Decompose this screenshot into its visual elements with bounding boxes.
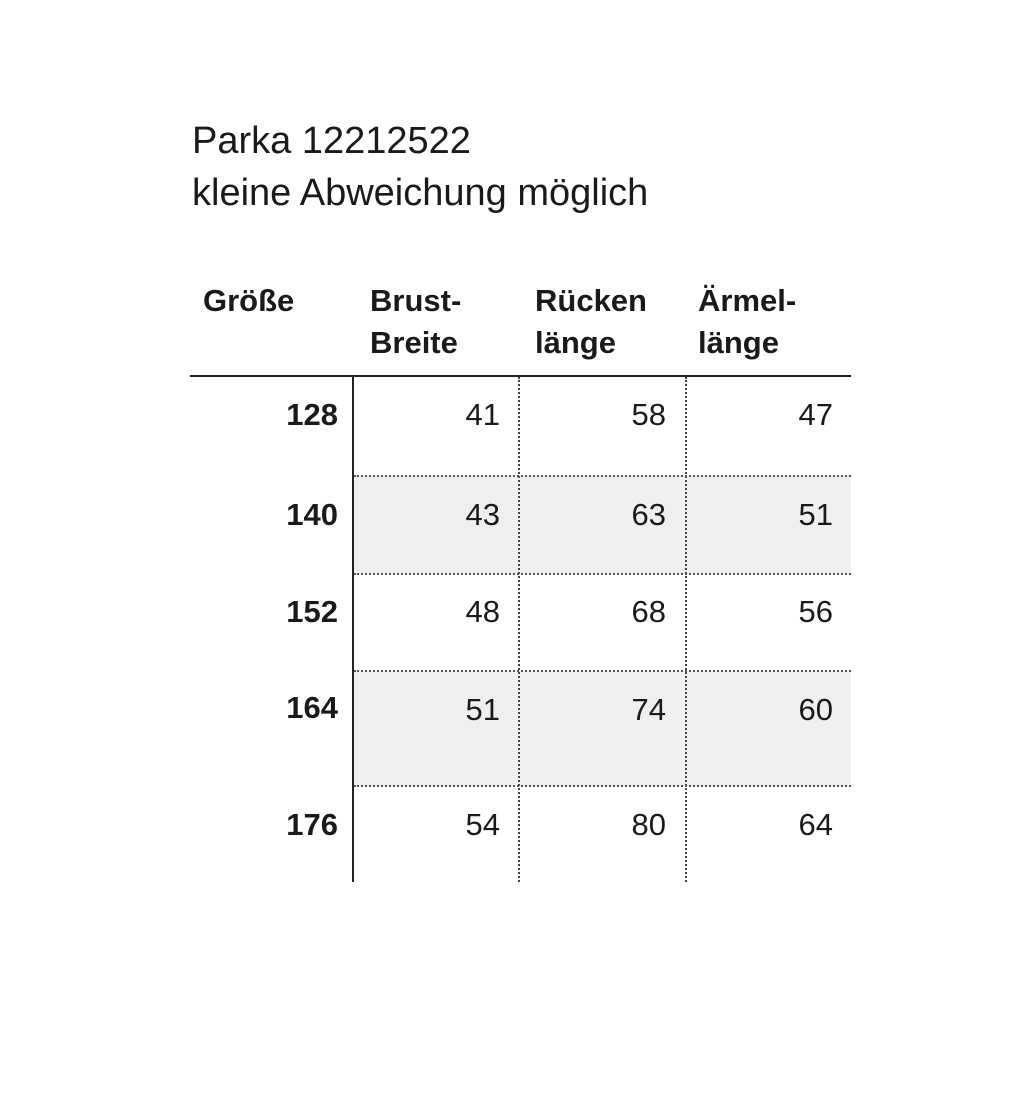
header-aermellaenge-line1: Ärmel- [698, 283, 797, 318]
rueckenlaenge-cell: 58 [631, 397, 666, 432]
aermellaenge-cell: 64 [798, 807, 833, 842]
header-aermellaenge [698, 280, 796, 364]
header-rueckenlaenge-line2: länge [535, 325, 616, 360]
header-groesse [203, 280, 294, 322]
rueckenlaenge-cell: 63 [631, 497, 666, 532]
rueckenlaenge-cell: 74 [631, 692, 666, 727]
rueckenlaenge-cell: 68 [631, 594, 666, 629]
header-rule [190, 375, 851, 377]
page-subtitle: kleine Abweichung möglich [192, 172, 649, 214]
header-aermellaenge-line2: länge [698, 325, 779, 360]
aermellaenge-cell: 47 [798, 397, 833, 432]
page-title: Parka 12212522 [192, 120, 471, 162]
aermellaenge-cell: 51 [798, 497, 833, 532]
size-cell: 176 [286, 807, 338, 842]
row-shading [354, 671, 851, 786]
size-cell: 164 [286, 690, 338, 725]
size-cell: 128 [286, 397, 338, 432]
row-divider [354, 573, 851, 575]
header-brustbreite-line1: Brust- [370, 283, 462, 318]
column-divider [518, 377, 520, 882]
row-divider [354, 785, 851, 787]
brustbreite-cell: 54 [465, 807, 500, 842]
row-divider [354, 475, 851, 477]
brustbreite-cell: 48 [465, 594, 500, 629]
header-rueckenlaenge-line1: Rücken [535, 283, 647, 318]
size-cell: 140 [286, 497, 338, 532]
size-cell: 152 [286, 594, 338, 629]
header-brustbreite-line2: Breite [370, 325, 458, 360]
brustbreite-cell: 41 [465, 397, 500, 432]
brustbreite-cell: 51 [465, 692, 500, 727]
header-brustbreite [370, 280, 461, 364]
size-column-divider [352, 377, 354, 882]
aermellaenge-cell: 56 [798, 594, 833, 629]
header-rueckenlaenge [535, 280, 647, 364]
header-groesse-line1: Größe [203, 283, 295, 318]
rueckenlaenge-cell: 80 [631, 807, 666, 842]
brustbreite-cell: 43 [465, 497, 500, 532]
aermellaenge-cell: 60 [798, 692, 833, 727]
row-divider [354, 670, 851, 672]
column-divider [685, 377, 687, 882]
